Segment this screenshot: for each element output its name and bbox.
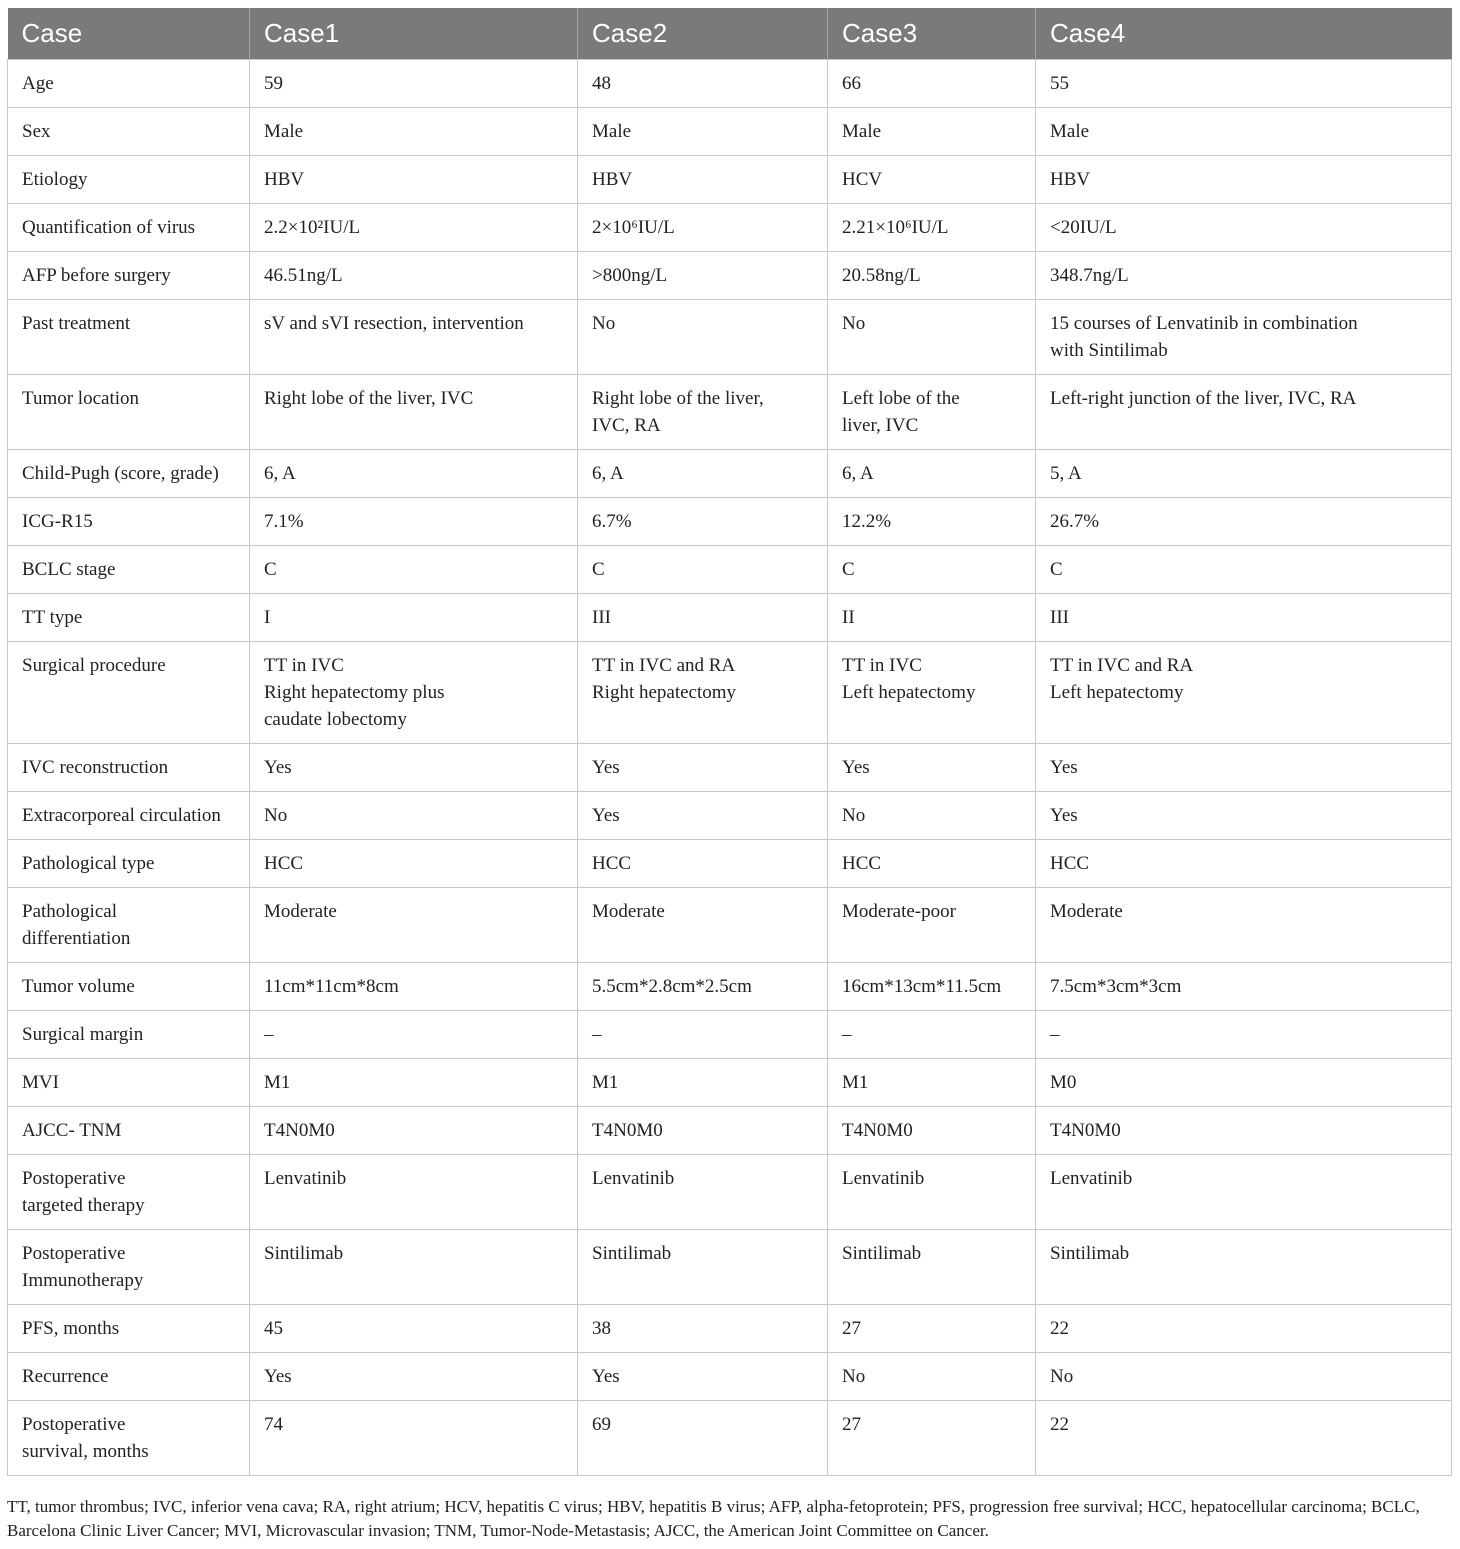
table-cell: 2.21×10⁶IU/L — [828, 204, 1036, 252]
table-cell: TT in IVC Right hepatectomy plus caudate lobectomy — [250, 642, 578, 744]
table-row — [8, 498, 1452, 546]
table-cell: 12.2% — [828, 498, 1036, 546]
table-cell: >800ng/L — [578, 252, 828, 300]
row-label: AFP before surgery — [8, 252, 250, 300]
table-cell: sV and sVI resection, intervention — [250, 300, 578, 375]
table-cell: No — [828, 300, 1036, 375]
table-cell: 22 — [1036, 1305, 1452, 1353]
table-row — [8, 546, 1452, 594]
table-cell: 2.2×10²IU/L — [250, 204, 578, 252]
table-cell: Lenvatinib — [828, 1155, 1036, 1230]
row-label: PFS, months — [8, 1305, 250, 1353]
row-label: Child-Pugh (score, grade) — [8, 450, 250, 498]
table-row — [8, 1230, 1452, 1305]
table-cell: 16cm*13cm*11.5cm — [828, 963, 1036, 1011]
table-cell: Yes — [250, 1353, 578, 1401]
table-cell: 26.7% — [1036, 498, 1452, 546]
table-cell: 45 — [250, 1305, 578, 1353]
row-label: Sex — [8, 108, 250, 156]
table-cell: 6, A — [828, 450, 1036, 498]
table-row — [8, 1107, 1452, 1155]
header-case: Case — [8, 8, 250, 60]
table-cell: Yes — [1036, 792, 1452, 840]
table-cell: Lenvatinib — [250, 1155, 578, 1230]
table-row — [8, 108, 1452, 156]
table-cell: T4N0M0 — [828, 1107, 1036, 1155]
table-footnote: TT, tumor thrombus; IVC, inferior vena cava; RA, right atrium; HCV, hepatitis C virus; HBV, hepatitis B virus; AFP, alpha-fetoprotein; PFS, progression free survival; HCC, hepatocellular carcinoma; BCLC, Barcelona Clinic Liver Cancer; MVI, Microvascular invasion; TNM, Tumor-Node-Metastasis; AJCC, the American Joint Committee on Cancer. — [7, 1497, 1420, 1540]
row-label: Quantification of virus — [8, 204, 250, 252]
table-cell: 7.1% — [250, 498, 578, 546]
table-cell: T4N0M0 — [250, 1107, 578, 1155]
row-label: Postoperative survival, months — [8, 1401, 250, 1476]
table-row — [8, 1401, 1452, 1476]
table-cell: 27 — [828, 1401, 1036, 1476]
table-cell: Lenvatinib — [578, 1155, 828, 1230]
table-cell: Moderate — [1036, 888, 1452, 963]
row-label: Postoperative Immunotherapy — [8, 1230, 250, 1305]
table-cell: HCC — [828, 840, 1036, 888]
table-cell: HCC — [1036, 840, 1452, 888]
table-row — [8, 1059, 1452, 1107]
table-row — [8, 594, 1452, 642]
table-cell: HBV — [250, 156, 578, 204]
table-cell: – — [828, 1011, 1036, 1059]
table-row — [8, 252, 1452, 300]
row-label: Postoperative targeted therapy — [8, 1155, 250, 1230]
table-cell: No — [250, 792, 578, 840]
table-cell: Yes — [828, 744, 1036, 792]
row-label: ICG-R15 — [8, 498, 250, 546]
table-cell: 38 — [578, 1305, 828, 1353]
table-cell: Lenvatinib — [1036, 1155, 1452, 1230]
table-cell: 27 — [828, 1305, 1036, 1353]
table-cell: Yes — [578, 744, 828, 792]
table-row — [8, 450, 1452, 498]
table-cell: C — [250, 546, 578, 594]
table-cell: 15 courses of Lenvatinib in combination with Sintilimab — [1036, 300, 1452, 375]
table-cell: HCC — [578, 840, 828, 888]
table-cell: 5, A — [1036, 450, 1452, 498]
table-cell: Male — [1036, 108, 1452, 156]
table-row — [8, 963, 1452, 1011]
table-cell: HCV — [828, 156, 1036, 204]
table-cell: Right lobe of the liver, IVC — [250, 375, 578, 450]
row-label: Etiology — [8, 156, 250, 204]
table-cell: Yes — [578, 792, 828, 840]
table-cell: Right lobe of the liver, IVC, RA — [578, 375, 828, 450]
table-cell: Male — [578, 108, 828, 156]
header-case3: Case3 — [828, 8, 1036, 60]
table-cell: 74 — [250, 1401, 578, 1476]
table-cell: 11cm*11cm*8cm — [250, 963, 578, 1011]
table-cell: 2×10⁶IU/L — [578, 204, 828, 252]
row-label: Past treatment — [8, 300, 250, 375]
table-row — [8, 642, 1452, 744]
table-cell: Yes — [578, 1353, 828, 1401]
table-row — [8, 840, 1452, 888]
table-cell: Yes — [1036, 744, 1452, 792]
row-label: Tumor location — [8, 375, 250, 450]
row-label: BCLC stage — [8, 546, 250, 594]
table-cell: C — [1036, 546, 1452, 594]
table-cell: 348.7ng/L — [1036, 252, 1452, 300]
row-label: Surgical margin — [8, 1011, 250, 1059]
table-cell: No — [1036, 1353, 1452, 1401]
table-cell: 6, A — [250, 450, 578, 498]
table-cell: II — [828, 594, 1036, 642]
table-cell: – — [578, 1011, 828, 1059]
table-cell: Male — [828, 108, 1036, 156]
table-cell: 59 — [250, 60, 578, 108]
header-case1: Case1 — [250, 8, 578, 60]
table-cell: HCC — [250, 840, 578, 888]
table-cell: Left lobe of the liver, IVC — [828, 375, 1036, 450]
row-label: Surgical procedure — [8, 642, 250, 744]
row-label: Recurrence — [8, 1353, 250, 1401]
table-cell: T4N0M0 — [1036, 1107, 1452, 1155]
table-row — [8, 744, 1452, 792]
table-cell: No — [828, 792, 1036, 840]
table-row — [8, 792, 1452, 840]
table-cell: 69 — [578, 1401, 828, 1476]
table-body — [8, 60, 1452, 1476]
table-cell: Left-right junction of the liver, IVC, RA — [1036, 375, 1452, 450]
table-row — [8, 1353, 1452, 1401]
table-cell: 6, A — [578, 450, 828, 498]
table-cell: III — [1036, 594, 1452, 642]
table-cell: No — [578, 300, 828, 375]
table-row — [8, 204, 1452, 252]
table-cell: T4N0M0 — [578, 1107, 828, 1155]
row-label: IVC reconstruction — [8, 744, 250, 792]
table-cell: 20.58ng/L — [828, 252, 1036, 300]
row-label: Pathological type — [8, 840, 250, 888]
row-label: Age — [8, 60, 250, 108]
table-cell: M1 — [578, 1059, 828, 1107]
table-cell: M0 — [1036, 1059, 1452, 1107]
table-cell: 66 — [828, 60, 1036, 108]
header-case4: Case4 — [1036, 8, 1452, 60]
table-cell: I — [250, 594, 578, 642]
table-cell: 55 — [1036, 60, 1452, 108]
table-cell: TT in IVC and RA Right hepatectomy — [578, 642, 828, 744]
table-cell: <20IU/L — [1036, 204, 1452, 252]
table-cell: – — [250, 1011, 578, 1059]
table-cell: Sintilimab — [1036, 1230, 1452, 1305]
table-row — [8, 1305, 1452, 1353]
table-cell: C — [828, 546, 1036, 594]
table-cell: III — [578, 594, 828, 642]
table-cell: 7.5cm*3cm*3cm — [1036, 963, 1452, 1011]
table-cell: Moderate — [250, 888, 578, 963]
table-cell: HBV — [1036, 156, 1452, 204]
table-row — [8, 888, 1452, 963]
table-row — [8, 156, 1452, 204]
row-label: Extracorporeal circulation — [8, 792, 250, 840]
table-cell: Yes — [250, 744, 578, 792]
case-table — [7, 8, 1452, 1476]
table-cell: M1 — [250, 1059, 578, 1107]
table-cell: 22 — [1036, 1401, 1452, 1476]
row-label: Pathological differentiation — [8, 888, 250, 963]
table-row — [8, 60, 1452, 108]
table-cell: 46.51ng/L — [250, 252, 578, 300]
table-row — [8, 1011, 1452, 1059]
row-label: TT type — [8, 594, 250, 642]
table-cell: Moderate — [578, 888, 828, 963]
table-cell: HBV — [578, 156, 828, 204]
row-label: MVI — [8, 1059, 250, 1107]
table-cell: Moderate-poor — [828, 888, 1036, 963]
table-row — [8, 375, 1452, 450]
table-cell: 6.7% — [578, 498, 828, 546]
table-cell: Sintilimab — [250, 1230, 578, 1305]
table-cell: 48 — [578, 60, 828, 108]
row-label: AJCC- TNM — [8, 1107, 250, 1155]
table-cell: Sintilimab — [578, 1230, 828, 1305]
table-cell: – — [1036, 1011, 1452, 1059]
table-cell: Male — [250, 108, 578, 156]
table-row — [8, 1155, 1452, 1230]
table-header-row — [8, 8, 1452, 60]
header-case2: Case2 — [578, 8, 828, 60]
table-cell: Sintilimab — [828, 1230, 1036, 1305]
table-cell: 5.5cm*2.8cm*2.5cm — [578, 963, 828, 1011]
table-cell: M1 — [828, 1059, 1036, 1107]
table-row — [8, 300, 1452, 375]
row-label: Tumor volume — [8, 963, 250, 1011]
table-cell: No — [828, 1353, 1036, 1401]
table-cell: TT in IVC and RA Left hepatectomy — [1036, 642, 1452, 744]
table-cell: TT in IVC Left hepatectomy — [828, 642, 1036, 744]
table-cell: C — [578, 546, 828, 594]
